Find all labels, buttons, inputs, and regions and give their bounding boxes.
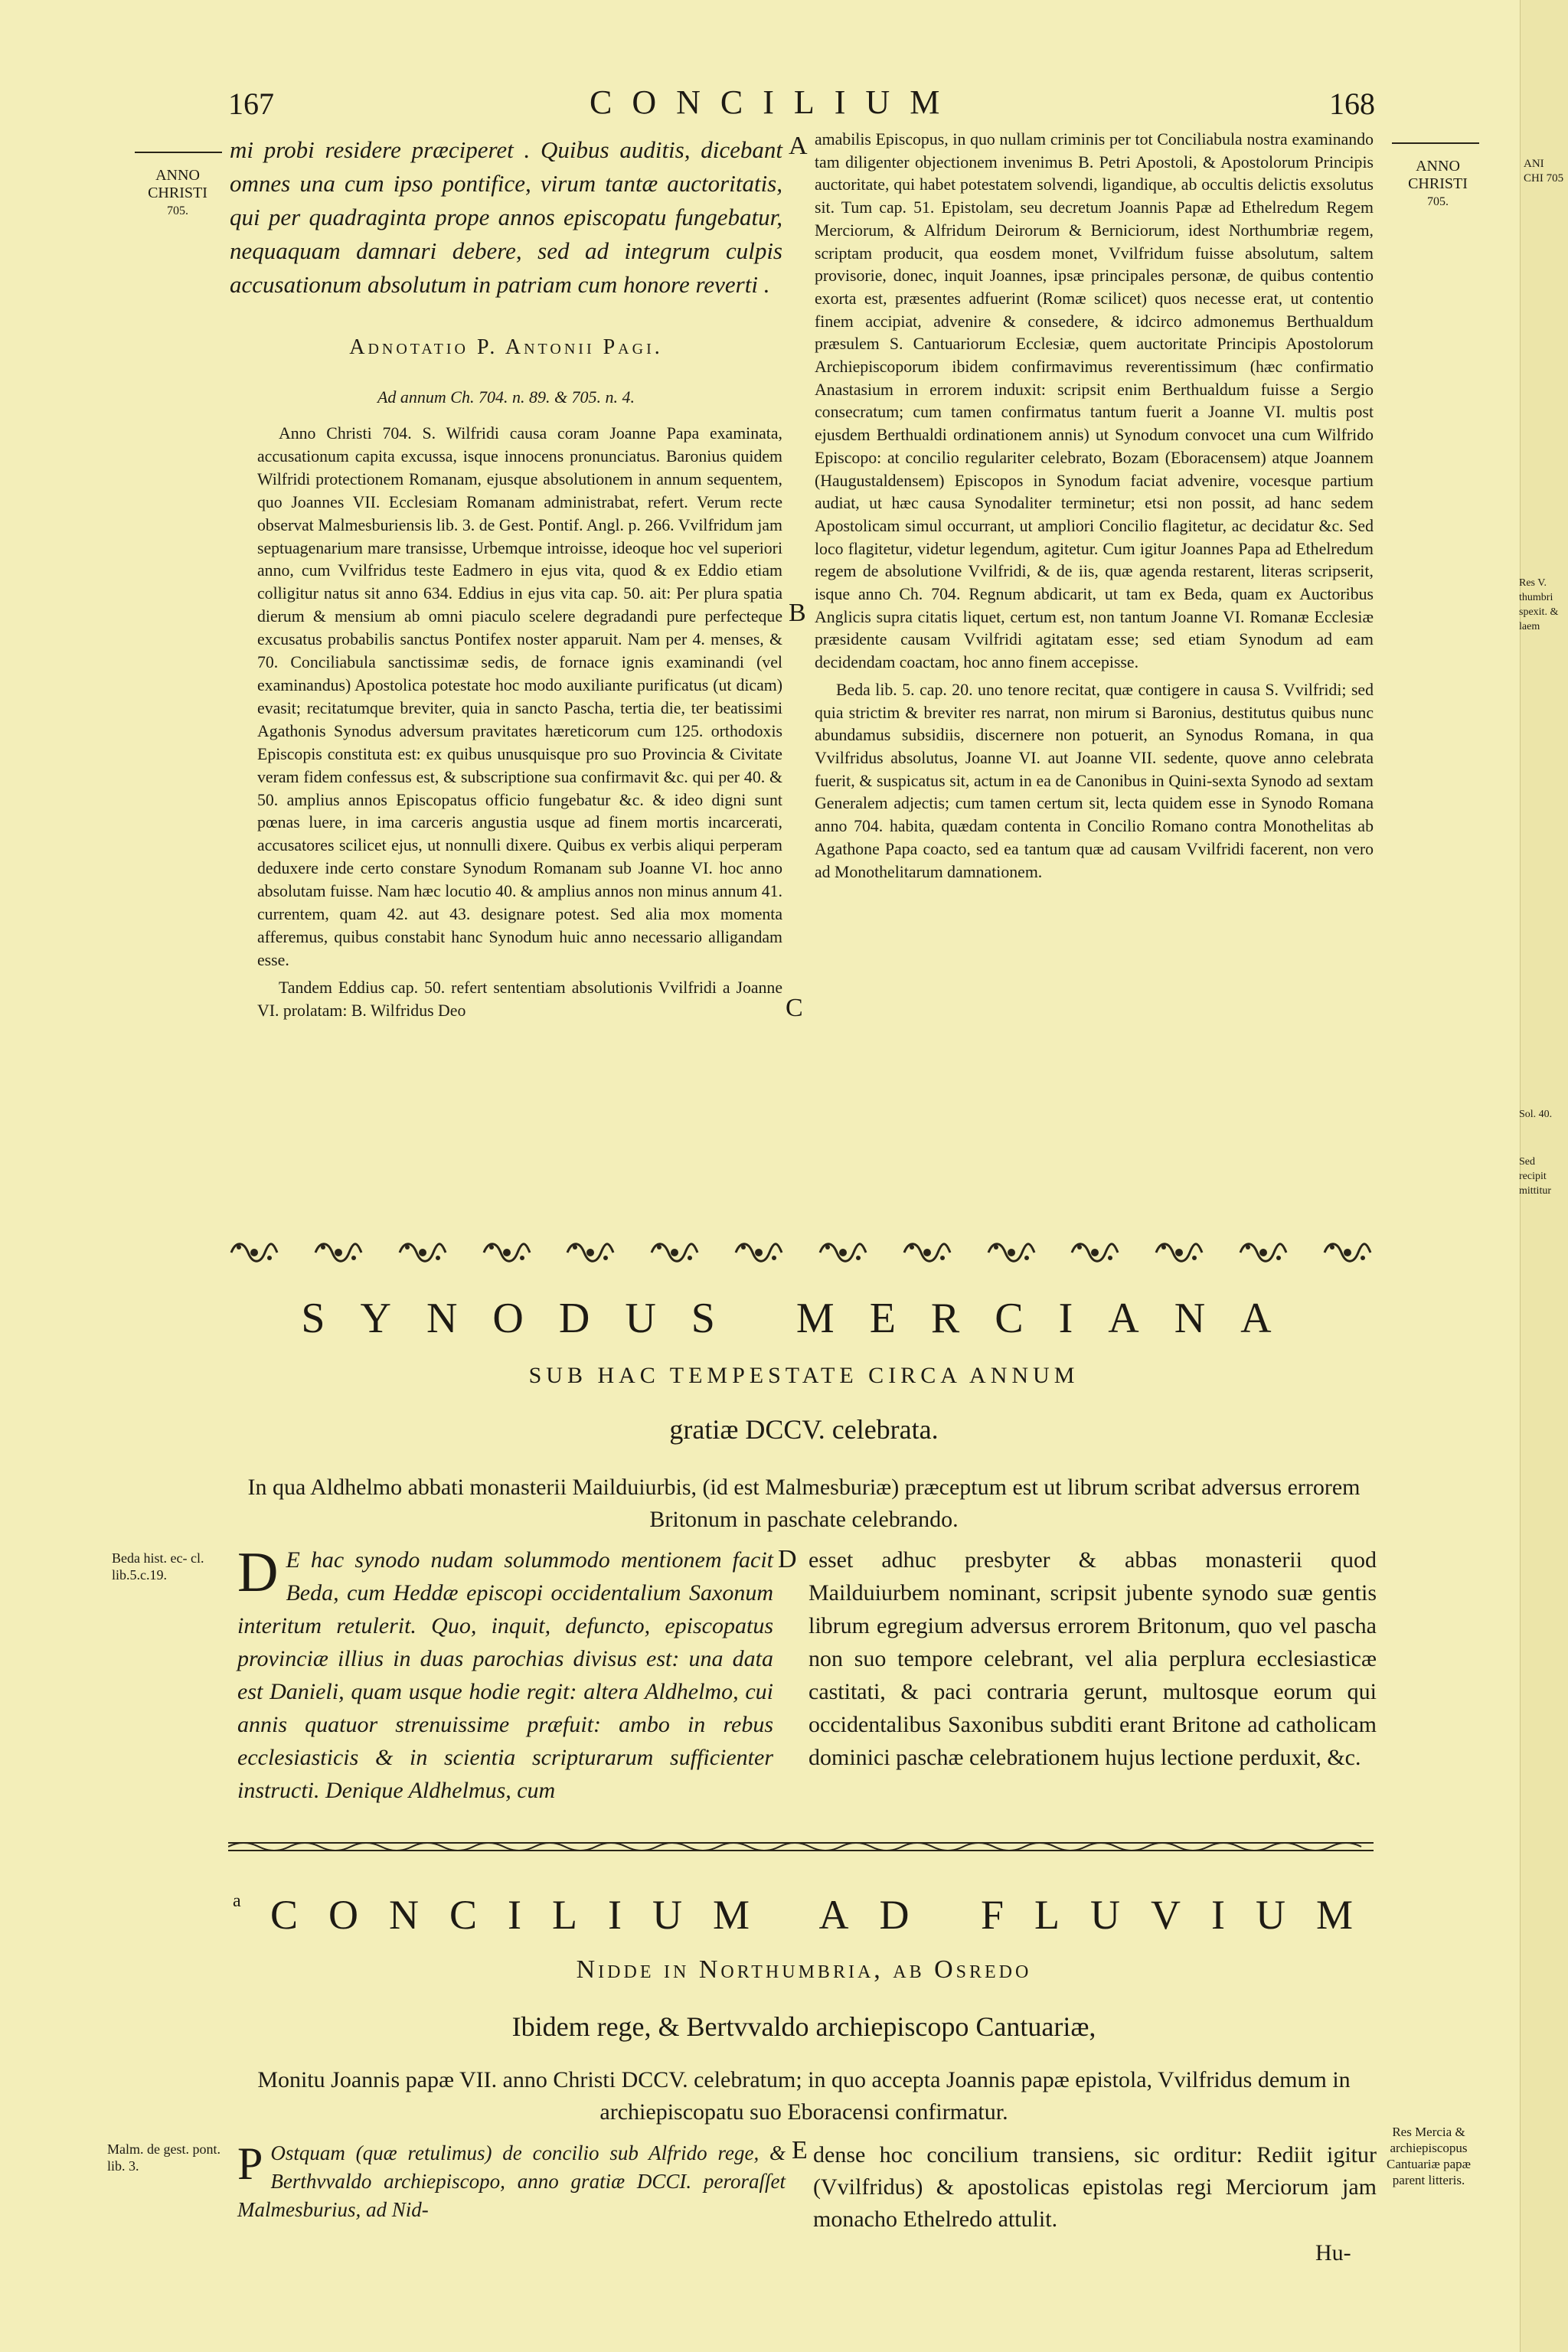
concilium-right-text: dense hoc concilium transiens, sic orditur: Rediit igitur (Vvilfridus) & apostolicas epistolas regi Merciorum jam monacho Ethelredo attulit.	[813, 2142, 1377, 2232]
anno-label-right: ANNO	[1416, 158, 1460, 175]
ornament-icon	[733, 1240, 785, 1266]
margin-rule-right	[1392, 142, 1479, 144]
catchword: Hu-	[1315, 2240, 1351, 2265]
synodus-summary-text: In qua Aldhelmo abbati monasterii Mailduiurbis, (id est Malmesburiæ) præceptum est ut librum scribat adversus errorem Britonum in paschate celebrando.	[247, 1475, 1361, 1532]
ornament-divider	[228, 1237, 1374, 1268]
page-number-right: 168	[1329, 87, 1375, 121]
ornament-icon	[985, 1240, 1037, 1266]
synodus-right-column	[808, 1544, 1377, 1774]
concilium-right-column	[813, 2139, 1377, 2236]
right-para-1: amabilis Episcopus, in quo nullam criminis per tot Conciliabula nostra examinando tam diligenter objectionem invenimus B. Petri Apostoli, & Apostolorum Principis auctoritate, qui habet potestatem solvendi, ligandique, ab occultis delictis exsolutus sit. Tum cap. 51. Epistolam, seu decretum Joannis Papæ ad Ethelredum Regem Merciorum, & Alfridum Deirorum & Berniciorum, idest Northumbriæ regem, scriptam producit, qua eosdem monet, Vvilfridum fuisse absolutum, saltem provisorie, donec, inquit Joannes, ipsæ principales personæ, de quibus contentio exorta est, præsentes adfuerint (Romæ scilicet) quos necesse erat, ut contentio finem accipiat, advenire & consedere, & idcirco admonemus Berthualdum præsulem S. Cantuariorum Ecclesiæ, quem auctoritate Principis Apostolorum Archiepiscoporum ibidem confirmavimus reverentissimum (hæc confirmatio Anastasium in errorem induxit: scripsit enim Berthualdum fuisse a Sergio consecratum; cum tamen confirmatus tantum fuerit a Joanne VI. multis post ejusdem Berthualdi ordinationem annis) ut Synodum convocet una cum Wilfrido Episcopo: at concilio regulariter celebrato, Bozam (Eboracensem) atque Joannem (Haugustaldensem) Episcopos in Synodum faciat advenire, vocesque partium audiat, ut hæc causa Synodaliter terminetur; etsi non possit, ad hanc sedem Apostolicam simul occurrant, ut ampliori Concilio flagitetur, ac decidatur &c. Sed loco flagitetur, videtur legendum, agitetur. Cum igitur Joannes Papa ad Ethelredum regem de absolutione Vvilfridi, & de iis, quæ agenda restarent, literas scripserit, isque anno Ch. 704. Regnum abdicarit, ut tam ex Beda, quam ex Auctoribus Anglicis supra citatis liquet, certum est, non tantum Joanne VI. Romanæ Ecclesiæ præsidente causam Vvilfridi agitatam esse; sed etiam Synodum ad eam decidendam coactam, hoc anno finem accepisse.	[815, 130, 1374, 672]
concilium-dropcap: P	[237, 2138, 263, 2189]
right-para-2: Beda lib. 5. cap. 20. uno tenore recitat, quæ contigere in causa S. Vvilfridi; sed quia strictim & breviter res narrat, non mirum si Baronius, destitutus quibus nunc abundamus subsidiis, discernere non potuerit, an Synodus Romana, in qua Vvilfridus absolutus, Joanne VI. aut Joanne VII. sedente, quove anno celebrata fuerit, & suspicatus sit, actum in ea de Canonibus in Quini-sexta Synodo ad sextam Generalem adjectis; cum tamen certum sit, lecta quidem esse in Synodo Romana anno 704. habita, quædam contenta in Concilio Romano contra Monothelitas ab Agathone Papa coacto, sed ea tantum quæ ad causam Vvilfridi facerent, non vero ad Monothelitarum damnationem.	[815, 680, 1374, 881]
edge-note-sol: Sol. 40.	[1519, 1109, 1553, 1120]
ornament-icon	[1069, 1240, 1121, 1266]
marker-e: E	[792, 2136, 808, 2164]
edge-note-top: ANI CHI 705	[1524, 158, 1564, 185]
concilium-title: CONCILIUM AD FLUVIUM	[270, 1892, 1383, 1938]
left-italic-passage: mi probi residere præciperet . Quibus auditis, dicebant omnes una cum ipso pontifice, virum tantæ auctoritatis, qui per quadraginta prope annos episcopatu fungebatur, nequaquam damnari debere, sed ad integrum culpis accusationum absolutum in patriam cum honore reverti .	[230, 136, 782, 298]
concilium-subtitle-2: Ibidem rege, & Bertvvaldo archiepiscopo Cantuariæ,	[511, 2011, 1096, 2042]
left-annotation-body	[257, 423, 782, 1027]
divider-ornament-icon	[228, 1839, 1374, 1854]
synodus-subtitle-2: gratiæ DCCV. celebrata.	[669, 1414, 939, 1445]
edge-note-res: Res V. thumbri spexit. & laem	[1519, 577, 1559, 632]
beda-margin-note: Beda hist. ec- cl. lib.5.c.19.	[112, 1550, 204, 1583]
marker-c: C	[786, 994, 803, 1022]
year-label-right: 705.	[1427, 195, 1449, 208]
footnote-mark: a	[233, 1891, 241, 1911]
ornament-icon	[1237, 1240, 1289, 1266]
ornament-icon	[228, 1240, 280, 1266]
concilium-left-column	[237, 2139, 786, 2224]
concilium-summary	[230, 2064, 1378, 2128]
res-mercia-margin-note: Res Mercia & archiepiscopus Cantuariæ papæ parent litteris.	[1386, 2125, 1471, 2187]
malm-margin-note: Malm. de gest. pont. lib. 3.	[107, 2141, 220, 2174]
section-divider	[228, 1839, 1374, 1854]
christi-label-right: CHRISTI	[1408, 175, 1468, 192]
ornament-icon	[817, 1240, 869, 1266]
running-title: CONCILIUM	[590, 83, 960, 121]
ornament-icon	[1153, 1240, 1205, 1266]
ornament-icon	[648, 1240, 701, 1266]
left-para-2: Tandem Eddius cap. 50. refert sententiam absolutionis Vvilfridi a Joanne VI. prolatam: B. Wilfridus Deo	[257, 978, 782, 1020]
synodus-title: SYNODUS MERCIANA	[301, 1295, 1307, 1342]
annotation-title: Adnotatio P. Antonii Pagi.	[349, 335, 663, 359]
synodus-left-text: E hac synodo nudam solummodo mentionem facit Beda, cum Heddæ episcopi occidentalium Saxonum interitum retulerit. Quo, inquit, defuncto, episcopatus provinciæ illius in duas parochias divisus est: una data est Danieli, quam usque hodie regit: altera Aldhelmo, cui annis quatuor strenuissime præfuit: ambo in rebus ecclesiasticis & in scientia scripturarum sufficienter instructi. Denique Aldhelmus, cum	[237, 1547, 773, 1803]
marker-b: B	[789, 599, 806, 627]
page-number-left: 167	[228, 87, 274, 121]
year-label-left: 705.	[167, 204, 188, 217]
christi-label-left: CHRISTI	[148, 185, 207, 201]
ornament-icon	[1321, 1240, 1374, 1266]
anno-christi-left	[132, 167, 224, 220]
margin-rule-left	[135, 152, 222, 153]
synodus-subtitle-1: SUB HAC TEMPESTATE CIRCA ANNUM	[528, 1363, 1080, 1388]
edge-note-sed: Sed recipit mittitur	[1519, 1156, 1551, 1197]
anno-label-left: ANNO	[155, 167, 200, 184]
concilium-left-text: Ostquam (quæ retulimus) de concilio sub Alfrido rege, & Berthvvaldo archiepiscopo, anno gratiæ DCCI. peroraſſet Malmesburius, ad Nid-	[237, 2141, 786, 2221]
anno-christi-right	[1392, 158, 1484, 211]
synodus-right-text: esset adhuc presbyter & abbas monasterii quod Mailduiurbem nominant, scripsit jubente synodo suæ gentis librum egregium adversus errorem Britonum, quo vel pascha non suo tempore celebrant, vel alia perplura ecclesiasticæ castitati, & paci contraria gerunt, multosque eorum qui occidentalibus Saxonibus subditi erant Britone ad catholicam dominici paschæ celebrationem hujus lectione perduxit, &c.	[808, 1547, 1377, 1770]
synodus-left-column	[237, 1541, 773, 1807]
ornament-icon	[312, 1240, 364, 1266]
synodus-dropcap: D	[237, 1541, 279, 1604]
ornament-icon	[397, 1240, 449, 1266]
left-para-1: Anno Christi 704. S. Wilfridi causa coram Joanne Papa examinata, accusationum capita excussa, isque innocens pronunciatus. Baronius quidem Wilfridi protectionem Romanam, ejusque absolutionem in annum sequentem, quo Joannes VII. Ecclesiam Romanam administrabat, refert. Verum recte observat Malmesburiensis lib. 3. de Gest. Pontif. Angl. p. 266. Vvilfridum jam septuagenarium mare transisse, Urbemque introisse, ideoque hoc vel superiori anno, cum Vvilfridus teste Eadmero in ejus vita, quod & ex Eddio etiam colligitur natus sit anno 634. Eddius in ejus vita cap. 50. ait: Per plura spatia dierum & mensium ab omni piaculo scelere degradandi pure perfecteque excusatus probabilis sanctus Pontifex noster apparuit. Nam per 4. menses, & 70. Conciliabula sanctissimæ sedis, de fornace ignis examinandi (vel examinandus) Apostolica potestate hoc modo auxiliante purificatus (ut dicam) evasit; recitatumque breviter, quia in sancto Pascha, tertia die, ter beatissimi Agathonis Synodus adversum pravitates hæreticorum cum 125. orthodoxis Episcopis constituta est: ex quibus unusquisque pro suo Provincia & Civitate veram fidem confessus est, & subscriptione sua confirmavit &c. qui per 40. & 50. amplius annos Episcopatus officio fungebatur &c. & ideo digni sunt pœnas luere, in ima carceris angustia usque ad finem mortis incarcerati, accusatores scilicet ejus, ut nonnulli dixere. Quibus ex verbis aliqui perperam deduxere inde certo constare Synodum Romanam sub Joanne VI. hoc anno absolutam fuisse. Nam hæc locutio 40. & amplius annos non minus annum 41. currentem, quam 42. aut 43. designare potest. Sed alia mox momenta afferemus, quibus constabit hanc Synodum huic anno necessario alligandam esse.	[257, 424, 782, 969]
ornament-icon	[481, 1240, 533, 1266]
right-annotation-body	[815, 129, 1374, 888]
concilium-summary-text: Monitu Joannis papæ VII. anno Christi DCCV. celebratum; in quo accepta Joannis papæ epistola, Vvilfridus demum in archiepiscopatu suo Eboracensi confirmatur.	[257, 2067, 1351, 2125]
ornament-icon	[564, 1240, 616, 1266]
concilium-subtitle-1: Nidde in Northumbria, ab Osredo	[576, 1955, 1032, 1984]
ornament-icon	[901, 1240, 953, 1266]
synodus-summary	[230, 1472, 1378, 1536]
marker-d: D	[778, 1545, 797, 1573]
annotation-subtitle: Ad annum Ch. 704. n. 89. & 705. n. 4.	[377, 387, 635, 407]
marker-a: A	[789, 132, 808, 160]
